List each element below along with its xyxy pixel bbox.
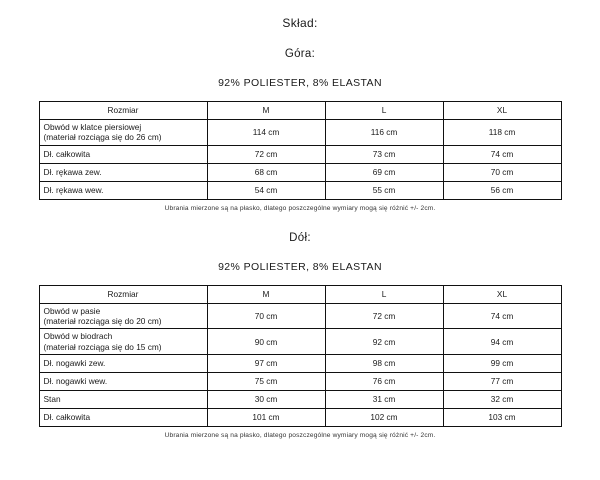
cell-value-l: 102 cm <box>325 409 443 427</box>
cell-value-m: 68 cm <box>207 163 325 181</box>
measurement-note-bottom: Ubrania mierzone są na płasko, dlatego poszczególne wymiary mogą się różnić +/- 2cm. <box>164 432 436 440</box>
section-bottom <box>0 232 600 439</box>
column-header-size: Rozmiar <box>39 285 207 303</box>
row-label-line1: Obwód w klatce piersiowej <box>43 122 142 132</box>
section-bottom-heading: Dół: <box>289 231 311 244</box>
row-label-line1: Obwód w pasie <box>43 305 101 316</box>
table-row <box>39 181 561 199</box>
cell-value-xl: 99 cm <box>443 355 561 373</box>
cell-value-xl: 74 cm <box>443 303 561 329</box>
table-row <box>39 120 561 146</box>
column-header-l: L <box>325 285 443 303</box>
cell-value-l: 76 cm <box>325 373 443 391</box>
cell-value-xl: 56 cm <box>443 181 561 199</box>
cell-value-m: 101 cm <box>207 409 325 427</box>
cell-value-l: 31 cm <box>325 391 443 409</box>
cell-value-l: 55 cm <box>325 181 443 199</box>
table-row <box>39 409 561 427</box>
column-header-l: L <box>325 102 443 120</box>
table-row <box>39 355 561 373</box>
table-header-row <box>39 102 561 120</box>
cell-value-xl: 74 cm <box>443 145 561 163</box>
table-header-row <box>39 285 561 303</box>
row-label: Dł. nogawki zew. <box>39 355 207 373</box>
cell-value-l: 92 cm <box>325 329 443 355</box>
table-row <box>39 373 561 391</box>
section-top-heading: Góra: <box>284 48 316 60</box>
cell-value-l: 72 cm <box>325 303 443 329</box>
section-top <box>0 48 600 212</box>
row-label-line2: (materiał rozciąga się do 20 cm) <box>43 316 162 327</box>
row-label: Dł. całkowita <box>39 145 207 163</box>
cell-value-m: 97 cm <box>207 355 325 373</box>
table-row <box>39 329 561 355</box>
cell-value-m: 54 cm <box>207 181 325 199</box>
table-row <box>39 145 561 163</box>
table-row <box>39 163 561 181</box>
size-chart-document <box>0 16 600 480</box>
row-label: Dł. nogawki wew. <box>39 373 207 391</box>
table-row <box>39 391 561 409</box>
size-table-top <box>39 101 562 200</box>
column-header-m: M <box>207 102 325 120</box>
cell-value-m: 114 cm <box>207 120 325 146</box>
row-label: Stan <box>39 391 207 409</box>
cell-value-l: 73 cm <box>325 145 443 163</box>
column-header-size: Rozmiar <box>39 102 207 120</box>
row-label <box>39 120 207 146</box>
cell-value-xl: 70 cm <box>443 163 561 181</box>
cell-value-xl: 94 cm <box>443 329 561 355</box>
row-label <box>39 329 207 355</box>
cell-value-xl: 77 cm <box>443 373 561 391</box>
row-label-line1: Obwód w biodrach <box>43 331 113 342</box>
section-bottom-composition: 92% POLIESTER, 8% ELASTAN <box>218 260 382 273</box>
row-label: Dł. całkowita <box>39 409 207 427</box>
row-label: Dł. rękawa zew. <box>39 163 207 181</box>
column-header-xl: XL <box>443 285 561 303</box>
cell-value-m: 90 cm <box>207 329 325 355</box>
table-row <box>39 303 561 329</box>
row-label-line2: (materiał rozciąga się do 15 cm) <box>43 341 162 352</box>
row-label: Dł. rękawa wew. <box>39 181 207 199</box>
cell-value-l: 69 cm <box>325 163 443 181</box>
section-top-composition: 92% POLIESTER, 8% ELASTAN <box>218 77 382 89</box>
cell-value-xl: 103 cm <box>443 409 561 427</box>
row-label-line2: (materiał rozciąga się do 26 cm) <box>43 132 162 143</box>
column-header-m: M <box>207 285 325 303</box>
cell-value-m: 30 cm <box>207 391 325 409</box>
column-header-xl: XL <box>443 102 561 120</box>
cell-value-xl: 32 cm <box>443 391 561 409</box>
cell-value-m: 72 cm <box>207 145 325 163</box>
cell-value-l: 116 cm <box>325 120 443 146</box>
cell-value-l: 98 cm <box>325 355 443 373</box>
cell-value-xl: 118 cm <box>443 120 561 146</box>
document-title: Skład: <box>282 16 318 30</box>
row-label <box>39 303 207 329</box>
size-table-bottom <box>39 285 562 427</box>
cell-value-m: 75 cm <box>207 373 325 391</box>
measurement-note-top: Ubrania mierzone są na płasko, dlatego poszczególne wymiary mogą się różnić +/- 2cm. <box>164 204 436 212</box>
cell-value-m: 70 cm <box>207 303 325 329</box>
